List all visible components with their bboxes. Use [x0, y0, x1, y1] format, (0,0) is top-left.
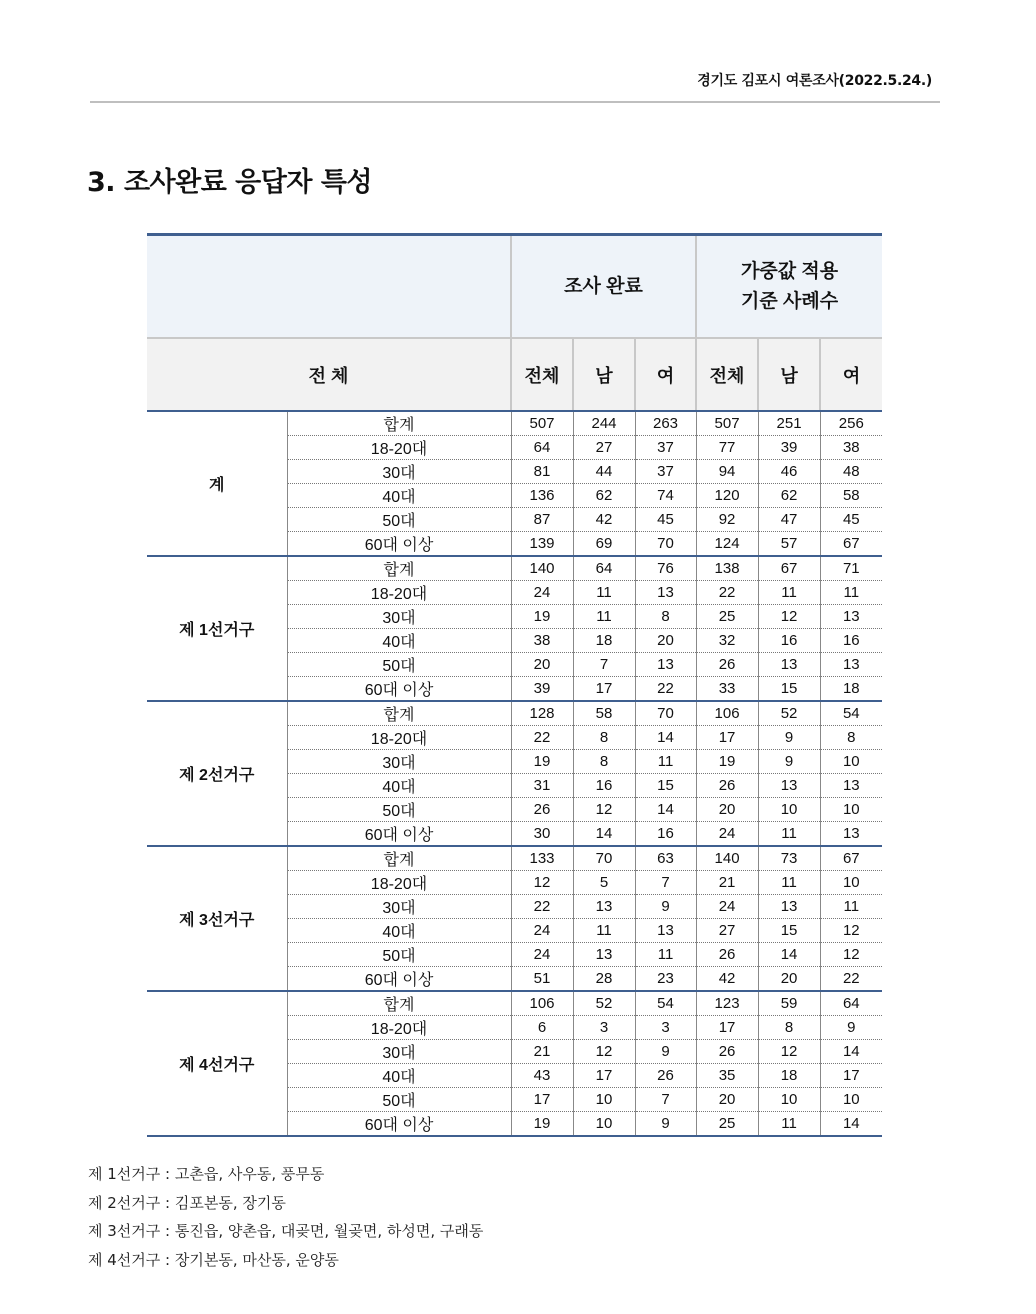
value-cell: 16: [758, 629, 820, 653]
age-label: 60대 이상: [287, 532, 511, 557]
value-cell: 22: [820, 967, 882, 992]
value-cell: 13: [635, 653, 696, 677]
value-cell: 37: [635, 436, 696, 460]
subheader-weighted-male: 남: [758, 338, 820, 411]
value-cell: 70: [573, 846, 635, 871]
value-cell: 13: [573, 943, 635, 967]
value-cell: 10: [758, 798, 820, 822]
value-cell: 26: [696, 653, 758, 677]
age-label: 18-20대: [287, 436, 511, 460]
age-label: 40대: [287, 629, 511, 653]
value-cell: 256: [820, 411, 882, 436]
age-label: 합계: [287, 991, 511, 1016]
value-cell: 11: [635, 750, 696, 774]
value-cell: 9: [635, 1040, 696, 1064]
value-cell: 73: [758, 846, 820, 871]
value-cell: 13: [758, 653, 820, 677]
value-cell: 14: [820, 1040, 882, 1064]
value-cell: 70: [635, 532, 696, 557]
value-cell: 11: [635, 943, 696, 967]
value-cell: 20: [758, 967, 820, 992]
value-cell: 13: [573, 895, 635, 919]
value-cell: 39: [511, 677, 573, 702]
value-cell: 64: [820, 991, 882, 1016]
value-cell: 8: [573, 750, 635, 774]
value-cell: 13: [635, 581, 696, 605]
age-label: 60대 이상: [287, 822, 511, 847]
value-cell: 58: [820, 484, 882, 508]
value-cell: 27: [696, 919, 758, 943]
note-district-1: 제 1선거구 : 고촌읍, 사우동, 풍무동: [88, 1165, 325, 1183]
age-label: 합계: [287, 556, 511, 581]
value-cell: 11: [758, 1112, 820, 1137]
value-cell: 12: [820, 919, 882, 943]
value-cell: 3: [573, 1016, 635, 1040]
value-cell: 11: [573, 581, 635, 605]
note-district-2: 제 2선거구 : 김포본동, 장기동: [88, 1193, 286, 1212]
age-label: 50대: [287, 653, 511, 677]
age-label: 30대: [287, 460, 511, 484]
age-label: 합계: [287, 411, 511, 436]
value-cell: 17: [696, 1016, 758, 1040]
table-row: [147, 846, 882, 871]
value-cell: 12: [820, 943, 882, 967]
value-cell: 13: [820, 605, 882, 629]
value-cell: 12: [511, 871, 573, 895]
table-row: [147, 701, 882, 726]
value-cell: 42: [573, 508, 635, 532]
table-body: [147, 411, 882, 1136]
value-cell: 48: [820, 460, 882, 484]
value-cell: 17: [511, 1088, 573, 1112]
age-label: 30대: [287, 605, 511, 629]
header-weighted-line2: 기준 사례수: [741, 290, 839, 312]
value-cell: 52: [758, 701, 820, 726]
value-cell: 7: [573, 653, 635, 677]
age-label: 60대 이상: [287, 1112, 511, 1137]
value-cell: 58: [573, 701, 635, 726]
age-label: 40대: [287, 1064, 511, 1088]
subheader-total: 전체: [511, 338, 573, 411]
value-cell: 15: [635, 774, 696, 798]
value-cell: 54: [635, 991, 696, 1016]
value-cell: 13: [635, 919, 696, 943]
value-cell: 77: [696, 436, 758, 460]
value-cell: 25: [696, 605, 758, 629]
value-cell: 9: [635, 895, 696, 919]
value-cell: 120: [696, 484, 758, 508]
value-cell: 3: [635, 1016, 696, 1040]
value-cell: 251: [758, 411, 820, 436]
value-cell: 11: [758, 822, 820, 847]
value-cell: 43: [511, 1064, 573, 1088]
value-cell: 22: [635, 677, 696, 702]
header-blank-cell: [147, 235, 511, 339]
value-cell: 27: [573, 436, 635, 460]
group-label: 계: [147, 411, 287, 556]
value-cell: 20: [696, 798, 758, 822]
value-cell: 10: [758, 1088, 820, 1112]
value-cell: 9: [758, 726, 820, 750]
value-cell: 136: [511, 484, 573, 508]
value-cell: 39: [758, 436, 820, 460]
value-cell: 507: [696, 411, 758, 436]
value-cell: 31: [511, 774, 573, 798]
value-cell: 7: [635, 871, 696, 895]
value-cell: 26: [696, 1040, 758, 1064]
age-label: 18-20대: [287, 871, 511, 895]
value-cell: 12: [758, 605, 820, 629]
value-cell: 8: [820, 726, 882, 750]
age-label: 60대 이상: [287, 967, 511, 992]
value-cell: 22: [511, 895, 573, 919]
value-cell: 20: [696, 1088, 758, 1112]
value-cell: 10: [573, 1112, 635, 1137]
value-cell: 17: [573, 677, 635, 702]
district-notes: [88, 1160, 483, 1274]
value-cell: 9: [758, 750, 820, 774]
value-cell: 10: [820, 798, 882, 822]
value-cell: 74: [635, 484, 696, 508]
value-cell: 19: [696, 750, 758, 774]
value-cell: 92: [696, 508, 758, 532]
age-label: 30대: [287, 750, 511, 774]
value-cell: 28: [573, 967, 635, 992]
value-cell: 52: [573, 991, 635, 1016]
value-cell: 23: [635, 967, 696, 992]
value-cell: 37: [635, 460, 696, 484]
value-cell: 14: [573, 822, 635, 847]
value-cell: 67: [820, 846, 882, 871]
subheader-weighted-total: 전체: [696, 338, 758, 411]
value-cell: 62: [573, 484, 635, 508]
value-cell: 57: [758, 532, 820, 557]
age-label: 40대: [287, 484, 511, 508]
value-cell: 8: [635, 605, 696, 629]
value-cell: 70: [635, 701, 696, 726]
value-cell: 18: [758, 1064, 820, 1088]
value-cell: 38: [820, 436, 882, 460]
group-label: 제 1선거구: [147, 556, 287, 701]
header-weighted-line1: 가중값 적용: [741, 260, 839, 282]
value-cell: 87: [511, 508, 573, 532]
value-cell: 59: [758, 991, 820, 1016]
age-label: 30대: [287, 895, 511, 919]
age-label: 합계: [287, 701, 511, 726]
value-cell: 24: [511, 581, 573, 605]
value-cell: 54: [820, 701, 882, 726]
value-cell: 46: [758, 460, 820, 484]
group-label: 제 3선거구: [147, 846, 287, 991]
value-cell: 45: [820, 508, 882, 532]
value-cell: 62: [758, 484, 820, 508]
age-label: 40대: [287, 774, 511, 798]
value-cell: 507: [511, 411, 573, 436]
value-cell: 9: [635, 1112, 696, 1137]
header-divider: [90, 101, 940, 103]
value-cell: 15: [758, 677, 820, 702]
subheader-weighted-female: 여: [820, 338, 882, 411]
age-label: 60대 이상: [287, 677, 511, 702]
value-cell: 45: [635, 508, 696, 532]
value-cell: 17: [696, 726, 758, 750]
value-cell: 124: [696, 532, 758, 557]
value-cell: 25: [696, 1112, 758, 1137]
value-cell: 106: [696, 701, 758, 726]
section-title: 3. 조사완료 응답자 특성: [87, 167, 372, 198]
table-row: [147, 556, 882, 581]
value-cell: 123: [696, 991, 758, 1016]
value-cell: 24: [696, 895, 758, 919]
value-cell: 13: [820, 774, 882, 798]
header-survey-complete: 조사 완료: [511, 235, 696, 339]
value-cell: 19: [511, 750, 573, 774]
age-label: 18-20대: [287, 1016, 511, 1040]
value-cell: 10: [820, 750, 882, 774]
age-label: 합계: [287, 846, 511, 871]
value-cell: 18: [820, 677, 882, 702]
value-cell: 14: [758, 943, 820, 967]
value-cell: 64: [511, 436, 573, 460]
value-cell: 24: [696, 822, 758, 847]
value-cell: 12: [573, 798, 635, 822]
value-cell: 139: [511, 532, 573, 557]
value-cell: 16: [635, 822, 696, 847]
value-cell: 32: [696, 629, 758, 653]
value-cell: 8: [758, 1016, 820, 1040]
value-cell: 14: [635, 798, 696, 822]
value-cell: 128: [511, 701, 573, 726]
value-cell: 21: [511, 1040, 573, 1064]
value-cell: 69: [573, 532, 635, 557]
value-cell: 19: [511, 605, 573, 629]
value-cell: 12: [573, 1040, 635, 1064]
value-cell: 17: [820, 1064, 882, 1088]
value-cell: 44: [573, 460, 635, 484]
value-cell: 20: [511, 653, 573, 677]
value-cell: 18: [573, 629, 635, 653]
value-cell: 26: [635, 1064, 696, 1088]
age-label: 40대: [287, 919, 511, 943]
value-cell: 9: [820, 1016, 882, 1040]
note-district-3: 제 3선거구 : 통진읍, 양촌읍, 대곶면, 월곶면, 하성면, 구래동: [88, 1222, 484, 1240]
table-row: [147, 411, 882, 436]
value-cell: 47: [758, 508, 820, 532]
group-label: 제 4선거구: [147, 991, 287, 1136]
value-cell: 13: [820, 653, 882, 677]
value-cell: 14: [820, 1112, 882, 1137]
subheader-female: 여: [635, 338, 696, 411]
value-cell: 30: [511, 822, 573, 847]
header-total-label: 전 체: [147, 338, 511, 411]
value-cell: 71: [820, 556, 882, 581]
subheader-male: 남: [573, 338, 635, 411]
value-cell: 21: [696, 871, 758, 895]
value-cell: 15: [758, 919, 820, 943]
value-cell: 138: [696, 556, 758, 581]
value-cell: 13: [758, 895, 820, 919]
value-cell: 10: [820, 1088, 882, 1112]
value-cell: 19: [511, 1112, 573, 1137]
value-cell: 12: [758, 1040, 820, 1064]
age-label: 30대: [287, 1040, 511, 1064]
value-cell: 10: [820, 871, 882, 895]
value-cell: 13: [820, 822, 882, 847]
value-cell: 11: [573, 919, 635, 943]
value-cell: 38: [511, 629, 573, 653]
value-cell: 140: [511, 556, 573, 581]
value-cell: 22: [696, 581, 758, 605]
value-cell: 20: [635, 629, 696, 653]
value-cell: 51: [511, 967, 573, 992]
value-cell: 8: [573, 726, 635, 750]
value-cell: 11: [758, 581, 820, 605]
value-cell: 63: [635, 846, 696, 871]
value-cell: 16: [820, 629, 882, 653]
value-cell: 67: [758, 556, 820, 581]
value-cell: 11: [820, 895, 882, 919]
value-cell: 94: [696, 460, 758, 484]
age-label: 50대: [287, 508, 511, 532]
header-weighted-count: [696, 235, 882, 339]
value-cell: 244: [573, 411, 635, 436]
respondent-characteristics-table: [147, 233, 882, 1137]
age-label: 18-20대: [287, 726, 511, 750]
value-cell: 11: [758, 871, 820, 895]
value-cell: 26: [511, 798, 573, 822]
value-cell: 5: [573, 871, 635, 895]
value-cell: 33: [696, 677, 758, 702]
value-cell: 76: [635, 556, 696, 581]
value-cell: 10: [573, 1088, 635, 1112]
value-cell: 81: [511, 460, 573, 484]
value-cell: 13: [758, 774, 820, 798]
value-cell: 106: [511, 991, 573, 1016]
age-label: 50대: [287, 943, 511, 967]
table-row: [147, 991, 882, 1016]
document-header-title: 경기도 김포시 여론조사(2022.5.24.): [697, 73, 932, 89]
value-cell: 42: [696, 967, 758, 992]
value-cell: 17: [573, 1064, 635, 1088]
age-label: 18-20대: [287, 581, 511, 605]
value-cell: 16: [573, 774, 635, 798]
age-label: 50대: [287, 798, 511, 822]
value-cell: 35: [696, 1064, 758, 1088]
value-cell: 24: [511, 943, 573, 967]
value-cell: 7: [635, 1088, 696, 1112]
value-cell: 22: [511, 726, 573, 750]
value-cell: 11: [820, 581, 882, 605]
value-cell: 133: [511, 846, 573, 871]
value-cell: 14: [635, 726, 696, 750]
value-cell: 26: [696, 943, 758, 967]
value-cell: 64: [573, 556, 635, 581]
value-cell: 11: [573, 605, 635, 629]
age-label: 50대: [287, 1088, 511, 1112]
value-cell: 140: [696, 846, 758, 871]
value-cell: 67: [820, 532, 882, 557]
group-label: 제 2선거구: [147, 701, 287, 846]
value-cell: 24: [511, 919, 573, 943]
note-district-4: 제 4선거구 : 장기본동, 마산동, 운양동: [88, 1250, 339, 1269]
value-cell: 263: [635, 411, 696, 436]
value-cell: 26: [696, 774, 758, 798]
value-cell: 6: [511, 1016, 573, 1040]
